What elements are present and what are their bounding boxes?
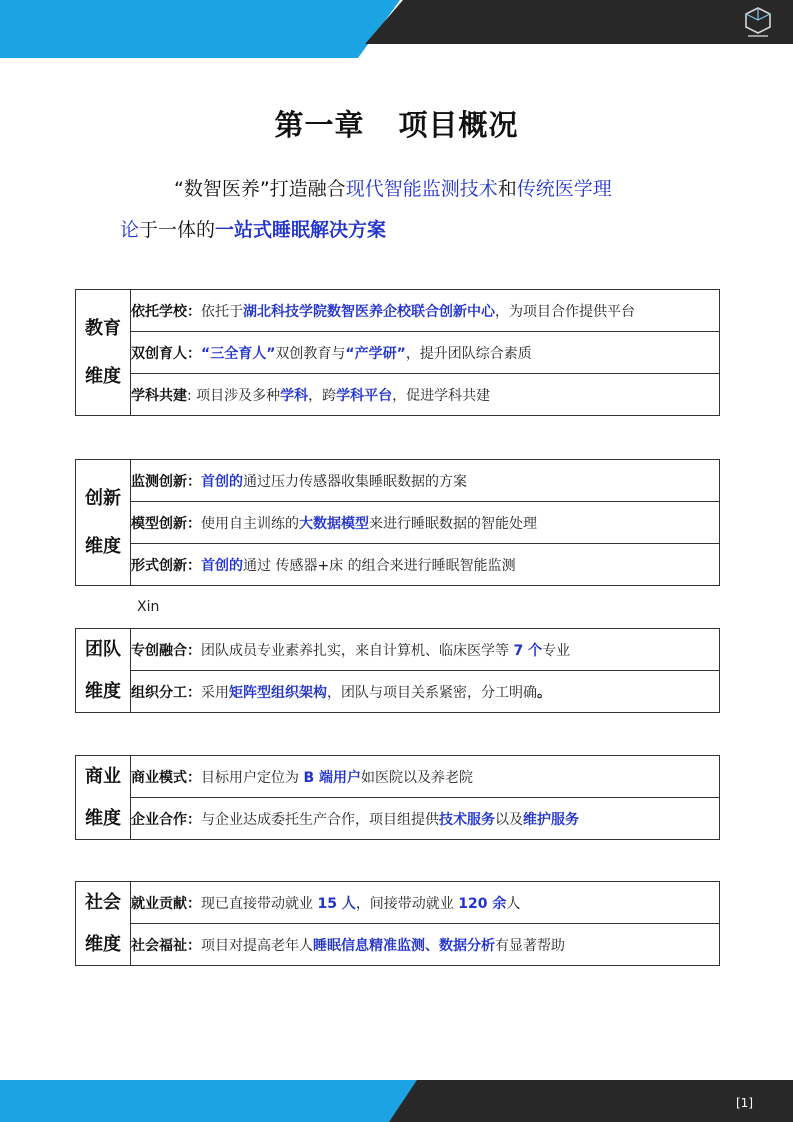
text-run: 采用 — [201, 684, 229, 701]
stray-text: Xin — [137, 599, 160, 615]
intro-line-1 — [120, 174, 754, 201]
field-key: 监测创新： — [131, 473, 201, 490]
text-run: 如医院以及养老院 — [361, 769, 473, 786]
table-row — [76, 924, 720, 966]
field-key: 模型创新： — [131, 515, 201, 532]
table-cell — [131, 290, 720, 332]
table-business-dimension — [75, 755, 720, 840]
text-run: 通过 传感器+床 的组合来进行睡眠智能监测 — [243, 557, 516, 574]
table-cell — [131, 882, 720, 924]
highlight-text: 传统医学理 — [516, 178, 612, 200]
field-key: 专创融合： — [131, 642, 201, 659]
text-run: ，提升团队综合素质 — [405, 345, 532, 362]
text-run: ，跨 — [308, 387, 337, 404]
highlight-text: 15 人 — [317, 895, 356, 912]
highlight-text: 首创的 — [201, 473, 243, 490]
highlight-text: 首创的 — [201, 557, 243, 574]
highlight-text: 论 — [120, 219, 140, 241]
text-run: 双创教育与 — [275, 345, 346, 362]
highlight-text: 学科 — [280, 387, 309, 404]
text-run: : 项目涉及多种 — [187, 387, 281, 404]
text-run: 有显著帮助 — [495, 937, 565, 954]
text-run: 团队成员专业素养扎实，来自计算机、临床医学等 — [201, 642, 514, 659]
dimension-label: 商业 维度 — [76, 756, 131, 840]
highlight-text: 维护服务 — [523, 811, 579, 828]
text-run: 以及 — [495, 811, 523, 828]
text-run: 现已直接带动就业 — [201, 895, 318, 912]
field-key: 学科共建 — [131, 387, 187, 404]
cube-logo-icon — [740, 5, 776, 39]
text-run: 通过压力传感器收集睡眠数据的方案 — [243, 473, 467, 490]
dimension-label: 团队 维度 — [76, 629, 131, 713]
text-run: 项目对提高老年人 — [201, 937, 313, 954]
table-social-dimension — [75, 881, 720, 966]
text-run: 人 — [506, 895, 521, 912]
text-run: 目标用户定位为 — [201, 769, 304, 786]
text-run: 于一体的 — [139, 219, 216, 241]
table-cell — [131, 374, 720, 416]
field-key: 组织分工： — [131, 684, 201, 701]
table-row — [76, 374, 720, 416]
table-cell — [131, 502, 720, 544]
table-row — [76, 332, 720, 374]
text-run: 依托于 — [201, 303, 243, 320]
table-row — [76, 756, 720, 798]
field-key: 企业合作： — [131, 811, 201, 828]
text-run: 使用自主训练的 — [201, 515, 299, 532]
text-run: ，团队与项目关系紧密，分工明确 — [327, 684, 537, 701]
text-run: ，为项目合作提供平台 — [495, 303, 635, 320]
table-row — [76, 290, 720, 332]
field-key: 就业贡献： — [131, 895, 201, 912]
footer-blue-band — [0, 1080, 426, 1122]
highlight-text: 7 个 — [513, 642, 543, 659]
highlight-text: “产学研” — [345, 345, 406, 362]
table-cell — [131, 798, 720, 840]
table-innovation-dimension — [75, 459, 720, 586]
highlight-text: 大数据模型 — [299, 515, 369, 532]
field-key: 双创育人： — [131, 345, 201, 362]
header-blue-band — [0, 0, 400, 58]
field-key: 商业模式： — [131, 769, 201, 786]
highlight-text: 现代智能监测技术 — [345, 178, 498, 200]
table-cell — [131, 671, 720, 713]
table-row — [76, 882, 720, 924]
intro-line-2 — [120, 215, 700, 242]
table-row — [76, 629, 720, 671]
table-row — [76, 502, 720, 544]
page-number: [1] — [736, 1096, 753, 1110]
highlight-text: 学科平台 — [336, 387, 393, 404]
text-run: ，促进学科共建 — [392, 387, 491, 404]
text-run: “数智医养”打造融合 — [174, 178, 346, 200]
text-run: 与企业达成委托生产合作，项目组提供 — [201, 811, 439, 828]
highlight-text: 技术服务 — [439, 811, 495, 828]
text-run: ，间接带动就业 — [355, 895, 459, 912]
highlight-text: 矩阵型组织架构 — [229, 684, 327, 701]
highlight-text: 一站式睡眠解决方案 — [215, 219, 387, 241]
footer-dark-band — [389, 1080, 793, 1122]
dimension-label: 教育 维度 — [76, 290, 131, 416]
field-key: 社会福祉： — [131, 937, 201, 954]
table-row — [76, 671, 720, 713]
table-cell — [131, 332, 720, 374]
table-education-dimension — [75, 289, 720, 416]
page-title: 第一章 项目概况 — [274, 108, 519, 142]
highlight-text: 睡眠信息精准监测、数据分析 — [313, 937, 495, 954]
table-cell — [131, 756, 720, 798]
field-key: 依托学校： — [131, 303, 201, 320]
highlight-text: “三全育人” — [201, 345, 276, 362]
table-cell — [131, 544, 720, 586]
field-key: 。 — [537, 684, 551, 701]
table-row — [76, 460, 720, 502]
highlight-text: 120 余 — [458, 895, 507, 912]
highlight-text: B 端用户 — [303, 769, 361, 786]
field-key: 形式创新： — [131, 557, 201, 574]
header-dark-band — [365, 0, 793, 44]
table-cell — [131, 629, 720, 671]
text-run: 来进行睡眠数据的智能处理 — [369, 515, 537, 532]
highlight-text: 湖北科技学院数智医养企校联合创新中心 — [243, 303, 495, 320]
dimension-label: 创新 维度 — [76, 460, 131, 586]
text-run: 专业 — [542, 642, 571, 659]
table-cell — [131, 460, 720, 502]
text-run: 和 — [497, 178, 517, 200]
table-row — [76, 798, 720, 840]
table-cell — [131, 924, 720, 966]
table-team-dimension — [75, 628, 720, 713]
table-row — [76, 544, 720, 586]
dimension-label: 社会 维度 — [76, 882, 131, 966]
